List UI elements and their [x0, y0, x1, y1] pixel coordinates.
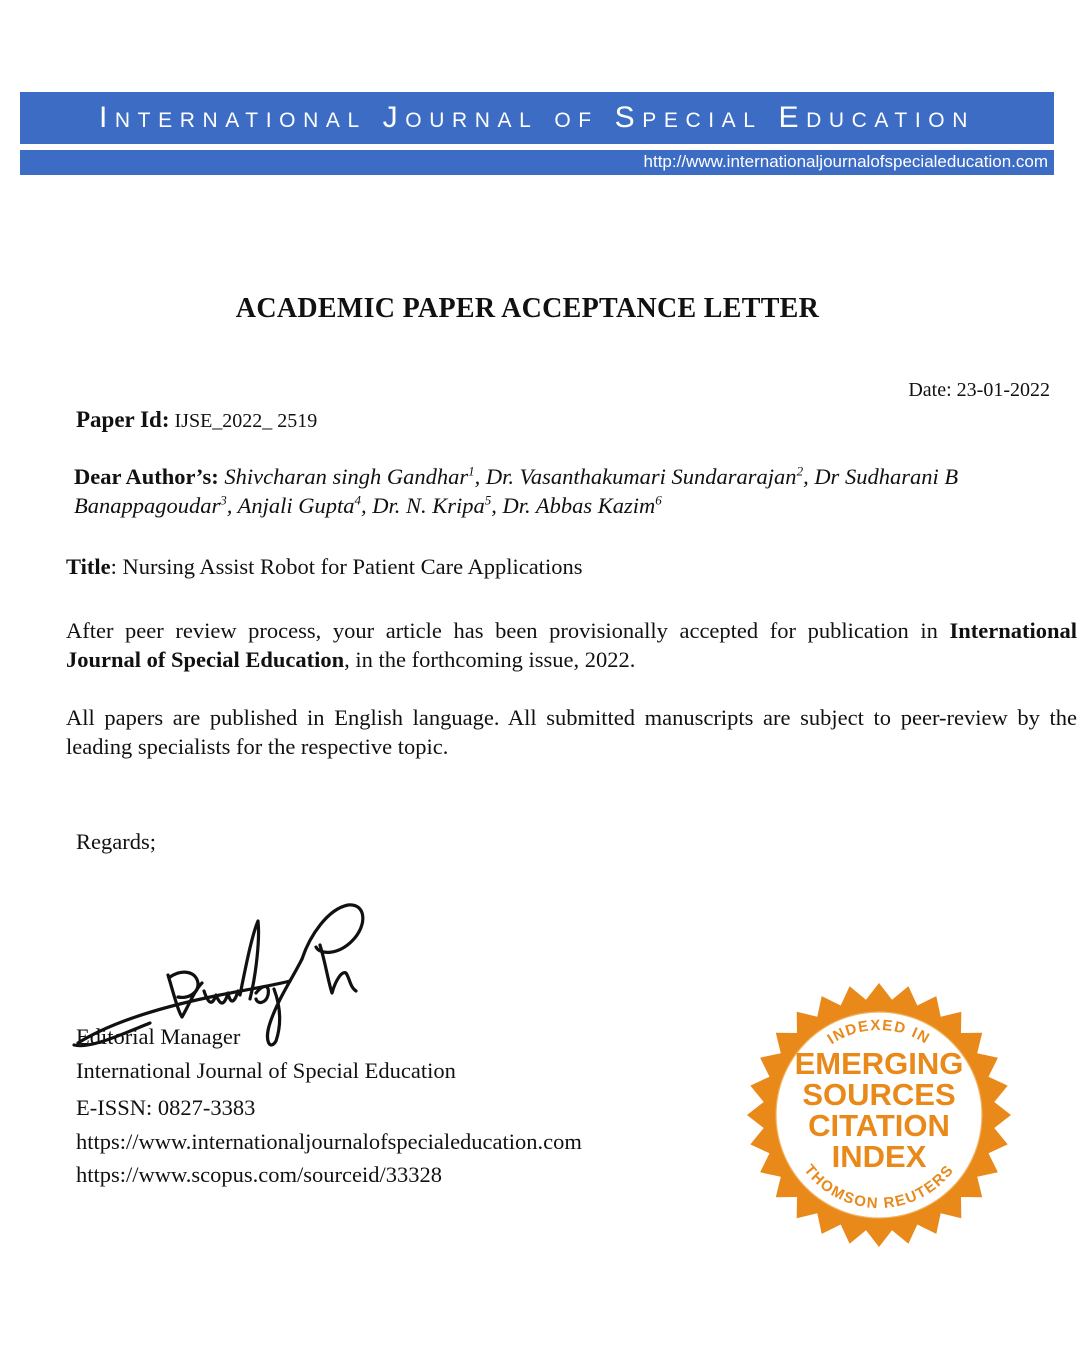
acceptance-journal-name: International Journal of Special Education	[66, 618, 1077, 672]
paper-id	[76, 407, 317, 433]
seal-line-emerging: EMERGING	[794, 1046, 964, 1081]
author-name: Dr. Vasanthakumari Sundararajan	[485, 464, 797, 489]
journal-website-link[interactable]: https://www.internationaljournalofspecialeducation.com	[76, 1129, 582, 1154]
journal-issn: E-ISSN: 0827-3383	[76, 1095, 256, 1120]
letter-heading: ACADEMIC PAPER ACCEPTANCE LETTER	[235, 293, 820, 324]
author-affiliation: 3	[220, 492, 227, 508]
paper-id-label: Paper Id:	[76, 407, 170, 432]
language-paragraph: All papers are published in English language. All submitted manuscripts are subject to peer-review by the leading specialists for the respective topic.	[66, 705, 1077, 759]
author-name: Dr. N. Kripa	[372, 493, 485, 518]
author-name: Shivcharan singh Gandhar	[224, 464, 469, 489]
author-affiliation: 2	[796, 463, 804, 479]
seal-bottom-arc-text: THOMSON REUTERS	[800, 1161, 958, 1213]
letter-date: Date: 23-01-2022	[908, 379, 1050, 401]
author-affiliation: 1	[468, 463, 475, 479]
signer-journal: International Journal of Special Education	[76, 1058, 456, 1083]
acceptance-text: After peer review process, your article has been provisionally accepted for publication in	[66, 618, 950, 643]
author-name: Dr Sudharani B Banappagoudar	[74, 464, 959, 518]
paper-title-value: : Nursing Assist Robot for Patient Care Applications	[110, 554, 583, 579]
seal-line-index: INDEX	[831, 1139, 927, 1174]
journal-url-bar	[20, 150, 1054, 175]
seal-line-citation: CITATION	[808, 1108, 950, 1143]
authors-label: Dear Author’s:	[74, 464, 219, 489]
acceptance-paragraph	[66, 616, 1077, 674]
journal-banner-title: International Journal of Special Education	[98, 101, 975, 134]
acceptance-issue-text: , in the forthcoming issue, 2022.	[344, 647, 636, 672]
journal-url[interactable]: http://www.internationaljournalofspecialeducation.com	[643, 152, 1048, 171]
author-affiliation: 5	[484, 492, 492, 508]
author-name: Anjali Gupta	[237, 493, 355, 518]
author-name: Dr. Abbas Kazim	[502, 493, 656, 518]
regards: Regards;	[76, 829, 156, 854]
signer-role: Editorial Manager	[76, 1024, 241, 1049]
authors-list: Shivcharan singh Gandhar$^1$, Dr. Vasanthakumari Sundararajan$^2$, Dr Sudharani B Banappagoudar$^3$, Anjali Gupta$^4$, Dr. N. Kripa$^5$, Dr. Abbas Kazim$^6$	[74, 463, 959, 518]
author-affiliation: 4	[354, 492, 361, 508]
paper-id-value: IJSE_2022_ 2519	[174, 410, 318, 432]
authors-block	[74, 462, 1058, 520]
seal-line-sources: SOURCES	[802, 1077, 956, 1112]
journal-banner	[20, 92, 1054, 144]
scopus-link[interactable]: https://www.scopus.com/sourceid/33328	[76, 1162, 443, 1187]
author-affiliation: 6	[655, 492, 662, 508]
paper-title-label: Title	[66, 554, 111, 579]
paper-title	[66, 554, 582, 580]
seal-top-arc-text: INDEXED IN	[824, 1016, 934, 1048]
esci-seal-badge	[746, 982, 1012, 1248]
